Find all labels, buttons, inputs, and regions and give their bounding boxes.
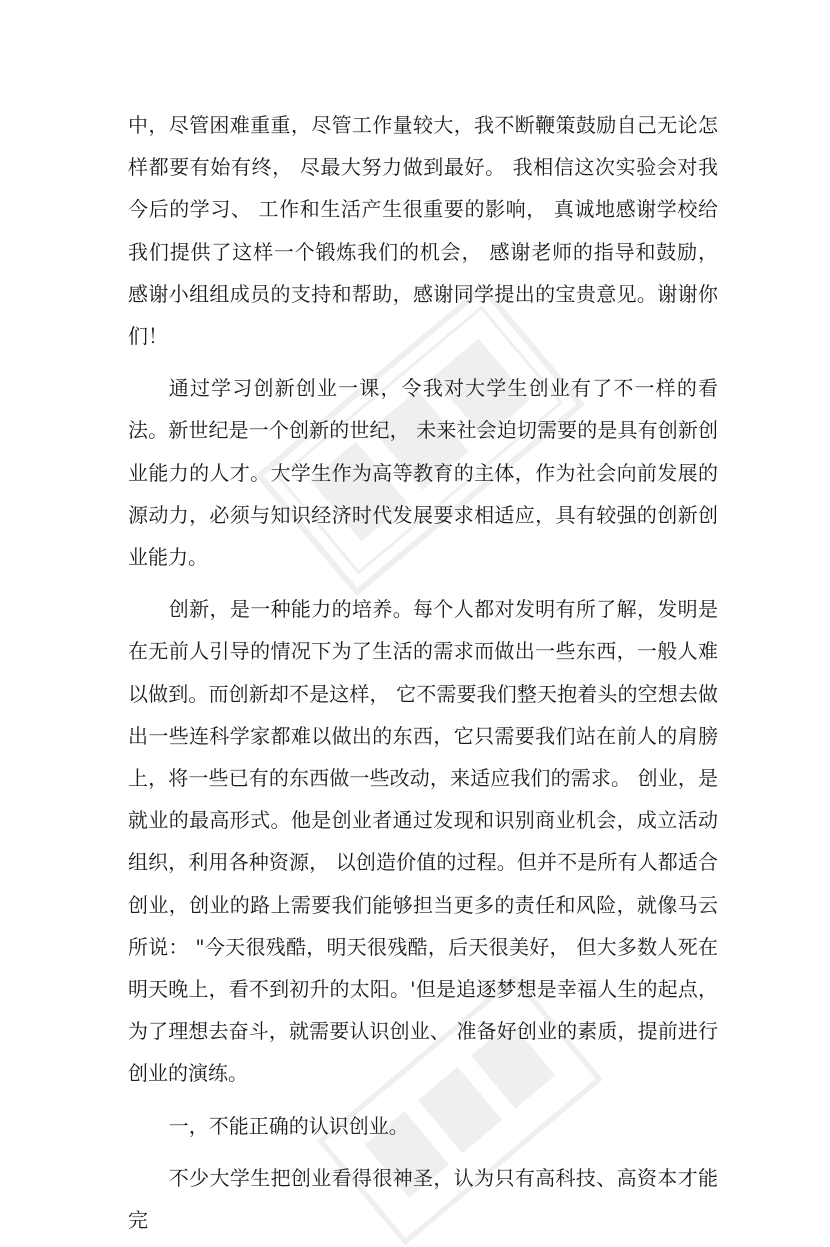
paragraph: 中，尽管困难重重，尽管工作量较大，我不断鞭策鼓励自己无论怎样都要有始有终， 尽最大努力做到最好。 我相信这次实验会对我今后的学习、 工作和生活产生很重要的影响， 真诚地感谢学校给我们提供了这样一个锻炼我们的机会， 感谢老师的指导和鼓励， 感谢小组组成员的支持和帮助，感谢同学提出的宝贵意见。谢谢你们！ (128, 113, 718, 349)
paragraph: 不少大学生把创业看得很神圣，认为只有高科技、高资本才能完 (128, 1165, 718, 1233)
section-heading: 一，不能正确的认识创业。 (168, 1113, 409, 1138)
paragraph: 通过学习创新创业一课，令我对大学生创业有了不一样的看法。新世纪是一个创新的世纪， 未来社会迫切需要的是具有创新创业能力的人才。大学生作为高等教育的主体，作为社会向前发展的源动力，必须与知识经济时代发展要求相适应，具有较强的创新创业能力。 (128, 376, 718, 570)
document-body (128, 104, 718, 1241)
paragraph: 创新，是一种能力的培养。每个人都对发明有所了解，发明是在无前人引导的情况下为了生活的需求而做出一些东西，一般人难以做到。而创新却不是这样， 它不需要我们整天抱着头的空想去做出一些连科学家都难以做出的东西，它只需要我们站在前人的肩膀上，将一些已有的东西做一些改动，来适应我们的需求。 创业，是就业的最高形式。他是创业者通过发现和识别商业机会，成立活动组织，利用各种资源， 以创造价值的过程。但并不是所有人都适合创业，创业的路上需要我们能够担当更多的责任和风险，就像马云所说： "今天很残酷，明天很残酷，后天很美好， 但大多数人死在明天晚上，看不到初升的太阳。'但是追逐梦想是幸福人生的起点，为了理想去奋斗，就需要认识创业、 准备好创业的素质，提前进行创业的演练。 (128, 597, 718, 1086)
